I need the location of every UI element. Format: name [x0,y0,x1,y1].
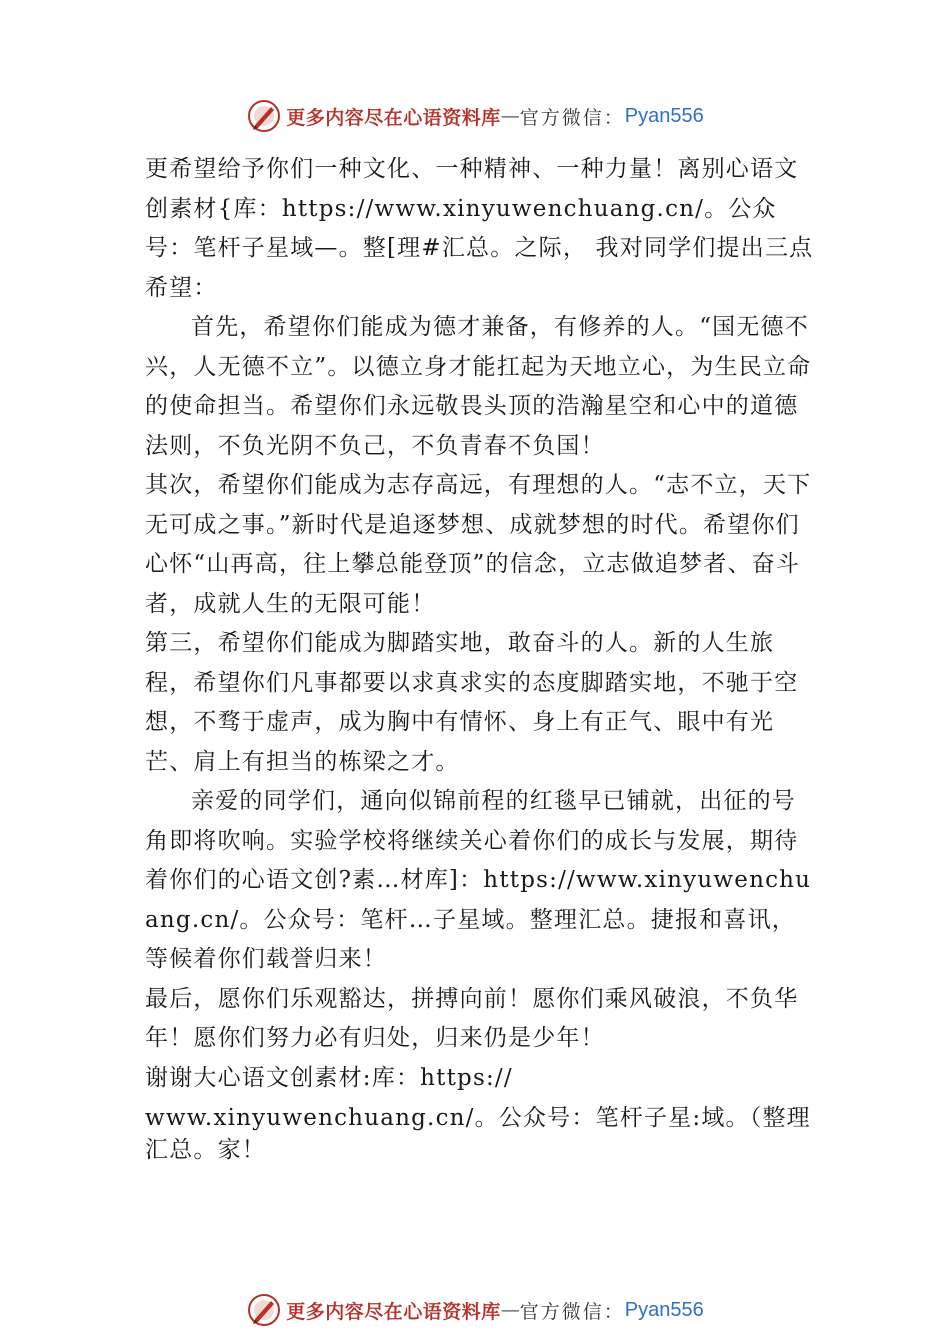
paragraph-wishes: 最后，愿你们乐观豁达，拼搏向前！愿你们乘风破浪，不负华年！愿你们努力必有归处，归来仍是少年！ [145,985,799,1051]
paragraph-thanks-line1: 谢谢大心语文创素材:库：https:// [145,1064,513,1091]
paragraph-closing: 亲爱的同学们，通向似锦前程的红毯早已铺就，出征的号角即将吹响。实验学校将继续关心着你们的成长与发展，期待着你们的心语文创?素…材库]：https://www.xinyuwenchuang.cn/。公众号：笔杆…子星域。整理汇总。捷报和喜讯，等候着你们载誉归来！ [145,788,812,972]
header-wechat-label: 官方微信： [519,106,625,129]
footer-brand: 更多内容尽在心语资料库 [286,1300,501,1323]
document-body [145,150,815,1166]
paragraph-second-hope: 其次，希望你们能成为志存高远，有理想的人。“志不立，天下无可成之事。”新时代是追逐梦想、成就梦想的时代。希望你们心怀“山再高，往上攀总能登顶”的信念，立志做追梦者、奋斗者，成就人生的无限可能！ [145,472,812,617]
header-wechat-id: Pyan556 [624,104,704,127]
pen-logo-icon [246,98,282,134]
footer-wechat-label: 官方微信： [519,1300,625,1323]
header-banner [0,94,950,138]
paragraph-third-hope: 第三，希望你们能成为脚踏实地，敢奋斗的人。新的人生旅程，希望你们凡事都要以求真求实的态度脚踏实地，不驰于空想，不骛于虚声，成为胸中有情怀、身上有正气、眼中有光芒、肩上有担当的栋梁之才。 [145,630,799,775]
footer-wechat-id: Pyan556 [624,1298,704,1321]
footer-dash: — [500,1299,520,1321]
pen-logo-icon [246,1292,282,1328]
paragraph-thanks-line2: www.xinyuwenchuang.cn/。公众号：笔杆子星:域。（整理汇总。家！ [145,1105,811,1163]
paragraph-first-hope: 首先，希望你们能成为德才兼备，有修养的人。“国无德不兴，人无德不立”。以德立身才能扛起为天地立心，为生民立命的使命担当。希望你们永远敬畏头顶的浩瀚星空和心中的道德法则，不负光阴不负己，不负青春不负国！ [145,314,812,459]
header-dash: — [500,105,520,127]
header-brand: 更多内容尽在心语资料库 [286,106,501,129]
paragraph-intro: 更希望给予你们一种文化、一种精神、一种力量！离别心语文创素材{库：https://www.xinyuwenchuang.cn/。公众号：笔杆子星域—。整[理#汇总。之际， 我对同学们提出三点希望： [145,156,814,301]
footer-banner [0,1288,950,1332]
